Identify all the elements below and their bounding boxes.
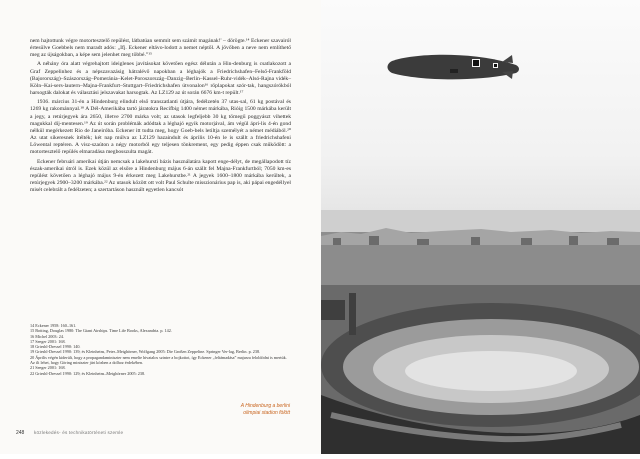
caption-line-2: olimpiai stadion fölött [243, 409, 290, 416]
paragraph-1: nem hajtottunk végre motortesztelő repülést, látbatúan semmit sem számít magának!' – dörögte.¹⁴ Eckener szavairól értesülve Goebbels nem maradt adós: „Ifj. Eckener eltávo-lodott a nemet néptől. A jövőben a neve nem említhető meg az újságokban, a képe sem jelenhet meg többé.”¹⁵ [30, 38, 291, 59]
page-number: 248 [16, 430, 25, 436]
zeppelin-icon [384, 41, 524, 96]
olympic-stadium-icon [321, 245, 640, 454]
footnote: 18 Grieshl-Dressel 1990: 140. [30, 344, 81, 350]
stadium-area [321, 245, 640, 454]
paragraph-3: 1936. március 31-én a Hindenburg elindult első transzatlanti útjára, fedélzetén 37 utas-sal, 61 kg postával és 1269 kg rakománnyal.¹⁸ A Dél-Amerikába tartó járatokra Recifbig 1400 német márkába, Rióig 1500 márkába került a jegy, a retúrjegyek ára 2650, illetve 2700 márka volt; az utasok legfeljebb 30 kg tömegű poggyászt vihettek magukkal díj-mentesen.¹⁹ Az út során problémák adódtak a léghajó egyik motorjával, ám végül ápri-lis 4-én gond nélkül megérkezett Rio de Janeiróba. Eckener itt tudta meg, hogy Goeb-bels letiltja személyét a német médiából.²⁰ Az utat sikeresnek ítélték; két nap múlva az LZ129 hazaindult és április 10-én le is szállt a friedrichshafeni Löwental reptéren. A visz-szaúton a négy motorból egy teljesen tönkrement, egy pedig éppen csak működött: a motortesztelő repülés elmaradása megbosszulta magát. [30, 99, 291, 156]
hindenburg-photo [321, 0, 640, 454]
left-page [0, 0, 321, 454]
paragraph-4: Eckener februári amerikai útján nemcsak a lakehursti bázis használatára kapott enge-délyt, de megállapodott tíz észak-amerikai útról is. Ezek közül az elsőre a Hindenburg május 6-án szállt fel Majna-Frankfurtból; 7050 km-es repülést követően a léghajó május 9-én érkezett meg Lakehurstbe.²¹ A jegyek 1600–1800 márkába kerültek, a retúrjegyek 2900–3200 márkába.²² Az utasok között ott volt Paul Schulte misszionárius pap is, aki pápai engedéllyel misét celebrált a fedélzeten; a szertartáson használt egyetlen kancsót [30, 158, 291, 194]
footnote: 20 Április végén kiderült, hogy a propagandaminiszter nem emelte hivatalos szintre a bojkottot, így Eckener „feltámadása” majusra feloldódni is mertük. Az ili lehet, hogy Göring miniszter járt közben a dolhoz érdekében. [30, 354, 287, 366]
caption-line-1: A Hindenburg a berlini [240, 403, 290, 409]
footnote: 19 Grieshl-Dressel 1990: 139; és Kleinheins, Peter–Meighörner, Wolfgang 2005: Die Großen Zeppeline. Springer Ver-lag, Berlin. p. 238. [30, 349, 261, 355]
footnote: 22 Grieshl-Dressel 1990: 129; és Kleinheins–Meighörner 2005: 238. [30, 370, 146, 376]
footnote: 14 Eckener 1958: 160–161. [30, 323, 77, 328]
sky [321, 0, 640, 220]
photo-caption [198, 403, 290, 416]
footnote: 17 Seeger 2001: 168. [30, 338, 66, 344]
body-text [30, 38, 291, 194]
footnote: 21 Seeger 2001: 168. [30, 365, 66, 371]
footnote: 16 Michel 2003: 24. [30, 333, 64, 339]
paragraph-2: A néhány óra alatt végrehajtott ideiglenes javításokat követően egész délután a Hin-denburg is csatlakozott a Graf Zeppelinhez és a népszavazásig hátralévő napokban a léghajók a Friedrichshafen–Felső-Frankföld (Bajorország)–Szászország–Pomeránia–Kelet-Poroszország–Danzig–Berlin–Kassel–Ruhr-vidék–Alsó-Rajna vidék–Köln–Kai-sers-lautern–Majna-Frankfurt–Stuttgart–Friedrichshafen útvonalon¹⁶ röplapokat szór-tak, hangszórókból harsogták dalokat és választási jelszavakat harsogtak. Az LZ129 az út során 6676 km-t repült.¹⁷ [30, 61, 291, 97]
footnotes [30, 323, 291, 376]
footnote: 15 Botting, Douglas 1980: The Giant Airships. Time Life Books, Alexandria. p. 142. [30, 328, 172, 334]
running-head: közlekedés- és technikatörténeti szemle [34, 430, 124, 435]
